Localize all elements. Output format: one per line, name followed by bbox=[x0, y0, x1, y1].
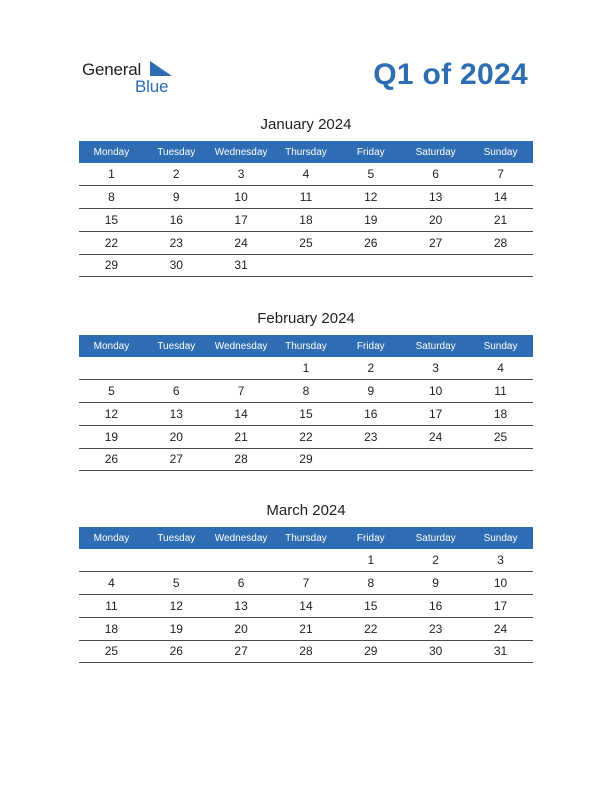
day-cell: 4 bbox=[79, 572, 144, 595]
month-grid bbox=[79, 335, 533, 471]
day-cell: 21 bbox=[209, 425, 274, 448]
logo-flag-icon bbox=[150, 61, 172, 77]
weekday-header: Thursday bbox=[274, 527, 339, 549]
day-cell: 11 bbox=[79, 595, 144, 618]
day-cell: 25 bbox=[274, 231, 339, 254]
weekday-header-row bbox=[79, 335, 533, 357]
week-row bbox=[79, 425, 533, 448]
day-cell: 22 bbox=[79, 231, 144, 254]
weekday-header: Friday bbox=[338, 527, 403, 549]
day-cell: 15 bbox=[338, 595, 403, 618]
weekday-header: Saturday bbox=[403, 141, 468, 163]
page-title: Q1 of 2024 bbox=[373, 58, 528, 91]
day-cell bbox=[79, 549, 144, 572]
weekday-header: Saturday bbox=[403, 527, 468, 549]
week-row bbox=[79, 640, 533, 663]
day-cell: 2 bbox=[144, 163, 209, 186]
day-cell bbox=[144, 357, 209, 380]
day-cell: 3 bbox=[209, 163, 274, 186]
day-cell: 8 bbox=[338, 572, 403, 595]
day-cell: 6 bbox=[144, 380, 209, 403]
day-cell: 24 bbox=[468, 617, 533, 640]
day-cell: 5 bbox=[144, 572, 209, 595]
day-cell: 17 bbox=[209, 209, 274, 232]
day-cell: 22 bbox=[274, 425, 339, 448]
day-cell: 14 bbox=[468, 186, 533, 209]
day-cell: 23 bbox=[338, 425, 403, 448]
day-cell: 1 bbox=[79, 163, 144, 186]
day-cell: 11 bbox=[274, 186, 339, 209]
day-cell: 27 bbox=[403, 231, 468, 254]
day-cell: 14 bbox=[274, 595, 339, 618]
week-row bbox=[79, 617, 533, 640]
day-cell: 9 bbox=[144, 186, 209, 209]
weekday-header: Tuesday bbox=[144, 335, 209, 357]
logo-blue-text: Blue bbox=[135, 77, 169, 96]
day-cell: 10 bbox=[468, 572, 533, 595]
month-calendar bbox=[79, 309, 533, 471]
weekday-header: Sunday bbox=[468, 141, 533, 163]
week-row bbox=[79, 549, 533, 572]
day-cell: 23 bbox=[403, 617, 468, 640]
day-cell: 10 bbox=[403, 380, 468, 403]
day-cell: 28 bbox=[209, 448, 274, 471]
day-cell: 15 bbox=[274, 403, 339, 426]
week-row bbox=[79, 595, 533, 618]
month-title: February 2024 bbox=[257, 310, 355, 327]
weekday-header-row bbox=[79, 141, 533, 163]
day-cell bbox=[403, 448, 468, 471]
day-cell: 1 bbox=[338, 549, 403, 572]
weekday-header: Thursday bbox=[274, 141, 339, 163]
week-row bbox=[79, 448, 533, 471]
day-cell: 3 bbox=[403, 357, 468, 380]
day-cell bbox=[338, 448, 403, 471]
day-cell bbox=[274, 549, 339, 572]
day-cell: 16 bbox=[403, 595, 468, 618]
day-cell: 26 bbox=[144, 640, 209, 663]
week-row bbox=[79, 572, 533, 595]
week-row bbox=[79, 163, 533, 186]
day-cell: 7 bbox=[274, 572, 339, 595]
day-cell: 25 bbox=[79, 640, 144, 663]
day-cell: 22 bbox=[338, 617, 403, 640]
day-cell bbox=[403, 254, 468, 277]
week-row bbox=[79, 357, 533, 380]
day-cell: 8 bbox=[79, 186, 144, 209]
weekday-header: Monday bbox=[79, 335, 144, 357]
day-cell bbox=[274, 254, 339, 277]
day-cell: 3 bbox=[468, 549, 533, 572]
day-cell: 24 bbox=[209, 231, 274, 254]
day-cell: 9 bbox=[403, 572, 468, 595]
day-cell: 1 bbox=[274, 357, 339, 380]
day-cell: 25 bbox=[468, 425, 533, 448]
day-cell: 4 bbox=[274, 163, 339, 186]
day-cell: 11 bbox=[468, 380, 533, 403]
day-cell: 28 bbox=[274, 640, 339, 663]
day-cell: 18 bbox=[468, 403, 533, 426]
month-title: March 2024 bbox=[266, 502, 346, 519]
day-cell: 5 bbox=[79, 380, 144, 403]
week-row bbox=[79, 209, 533, 232]
day-cell: 8 bbox=[274, 380, 339, 403]
day-cell: 2 bbox=[338, 357, 403, 380]
day-cell: 26 bbox=[338, 231, 403, 254]
weekday-header: Tuesday bbox=[144, 141, 209, 163]
weekday-header: Sunday bbox=[468, 527, 533, 549]
week-row bbox=[79, 186, 533, 209]
day-cell: 7 bbox=[209, 380, 274, 403]
day-cell: 27 bbox=[144, 448, 209, 471]
day-cell: 2 bbox=[403, 549, 468, 572]
week-row bbox=[79, 380, 533, 403]
day-cell: 19 bbox=[338, 209, 403, 232]
day-cell: 26 bbox=[79, 448, 144, 471]
day-cell: 30 bbox=[403, 640, 468, 663]
day-cell: 29 bbox=[338, 640, 403, 663]
day-cell bbox=[79, 357, 144, 380]
weekday-header: Monday bbox=[79, 527, 144, 549]
weekday-header: Thursday bbox=[274, 335, 339, 357]
weekday-header: Wednesday bbox=[209, 527, 274, 549]
month-calendar bbox=[79, 501, 533, 663]
day-cell: 30 bbox=[144, 254, 209, 277]
day-cell: 7 bbox=[468, 163, 533, 186]
day-cell bbox=[209, 549, 274, 572]
day-cell bbox=[338, 254, 403, 277]
day-cell: 28 bbox=[468, 231, 533, 254]
day-cell: 29 bbox=[274, 448, 339, 471]
day-cell: 14 bbox=[209, 403, 274, 426]
month-title: January 2024 bbox=[260, 116, 352, 133]
day-cell: 21 bbox=[468, 209, 533, 232]
day-cell: 17 bbox=[403, 403, 468, 426]
day-cell: 31 bbox=[209, 254, 274, 277]
weekday-header: Wednesday bbox=[209, 335, 274, 357]
day-cell: 12 bbox=[79, 403, 144, 426]
day-cell: 18 bbox=[79, 617, 144, 640]
weekday-header: Friday bbox=[338, 141, 403, 163]
day-cell: 29 bbox=[79, 254, 144, 277]
weekday-header: Tuesday bbox=[144, 527, 209, 549]
day-cell: 17 bbox=[468, 595, 533, 618]
weekday-header: Friday bbox=[338, 335, 403, 357]
week-row bbox=[79, 254, 533, 277]
day-cell: 6 bbox=[209, 572, 274, 595]
month-grid bbox=[79, 527, 533, 663]
day-cell: 13 bbox=[144, 403, 209, 426]
day-cell: 18 bbox=[274, 209, 339, 232]
day-cell bbox=[468, 254, 533, 277]
day-cell: 6 bbox=[403, 163, 468, 186]
weekday-header: Sunday bbox=[468, 335, 533, 357]
weekday-header-row bbox=[79, 527, 533, 549]
day-cell: 12 bbox=[144, 595, 209, 618]
day-cell: 9 bbox=[338, 380, 403, 403]
weekday-header: Wednesday bbox=[209, 141, 274, 163]
day-cell: 16 bbox=[338, 403, 403, 426]
day-cell: 5 bbox=[338, 163, 403, 186]
day-cell: 15 bbox=[79, 209, 144, 232]
day-cell: 23 bbox=[144, 231, 209, 254]
day-cell: 24 bbox=[403, 425, 468, 448]
logo bbox=[82, 60, 182, 96]
logo-general-text: General bbox=[82, 60, 142, 79]
day-cell: 21 bbox=[274, 617, 339, 640]
day-cell: 4 bbox=[468, 357, 533, 380]
day-cell bbox=[209, 357, 274, 380]
day-cell: 20 bbox=[403, 209, 468, 232]
week-row bbox=[79, 231, 533, 254]
month-calendar bbox=[79, 115, 533, 277]
weekday-header: Monday bbox=[79, 141, 144, 163]
week-row bbox=[79, 403, 533, 426]
day-cell bbox=[468, 448, 533, 471]
day-cell: 19 bbox=[144, 617, 209, 640]
day-cell: 19 bbox=[79, 425, 144, 448]
day-cell: 27 bbox=[209, 640, 274, 663]
day-cell: 16 bbox=[144, 209, 209, 232]
day-cell: 10 bbox=[209, 186, 274, 209]
day-cell: 20 bbox=[209, 617, 274, 640]
day-cell bbox=[144, 549, 209, 572]
day-cell: 12 bbox=[338, 186, 403, 209]
day-cell: 13 bbox=[403, 186, 468, 209]
weekday-header: Saturday bbox=[403, 335, 468, 357]
day-cell: 13 bbox=[209, 595, 274, 618]
month-grid bbox=[79, 141, 533, 277]
day-cell: 31 bbox=[468, 640, 533, 663]
day-cell: 20 bbox=[144, 425, 209, 448]
